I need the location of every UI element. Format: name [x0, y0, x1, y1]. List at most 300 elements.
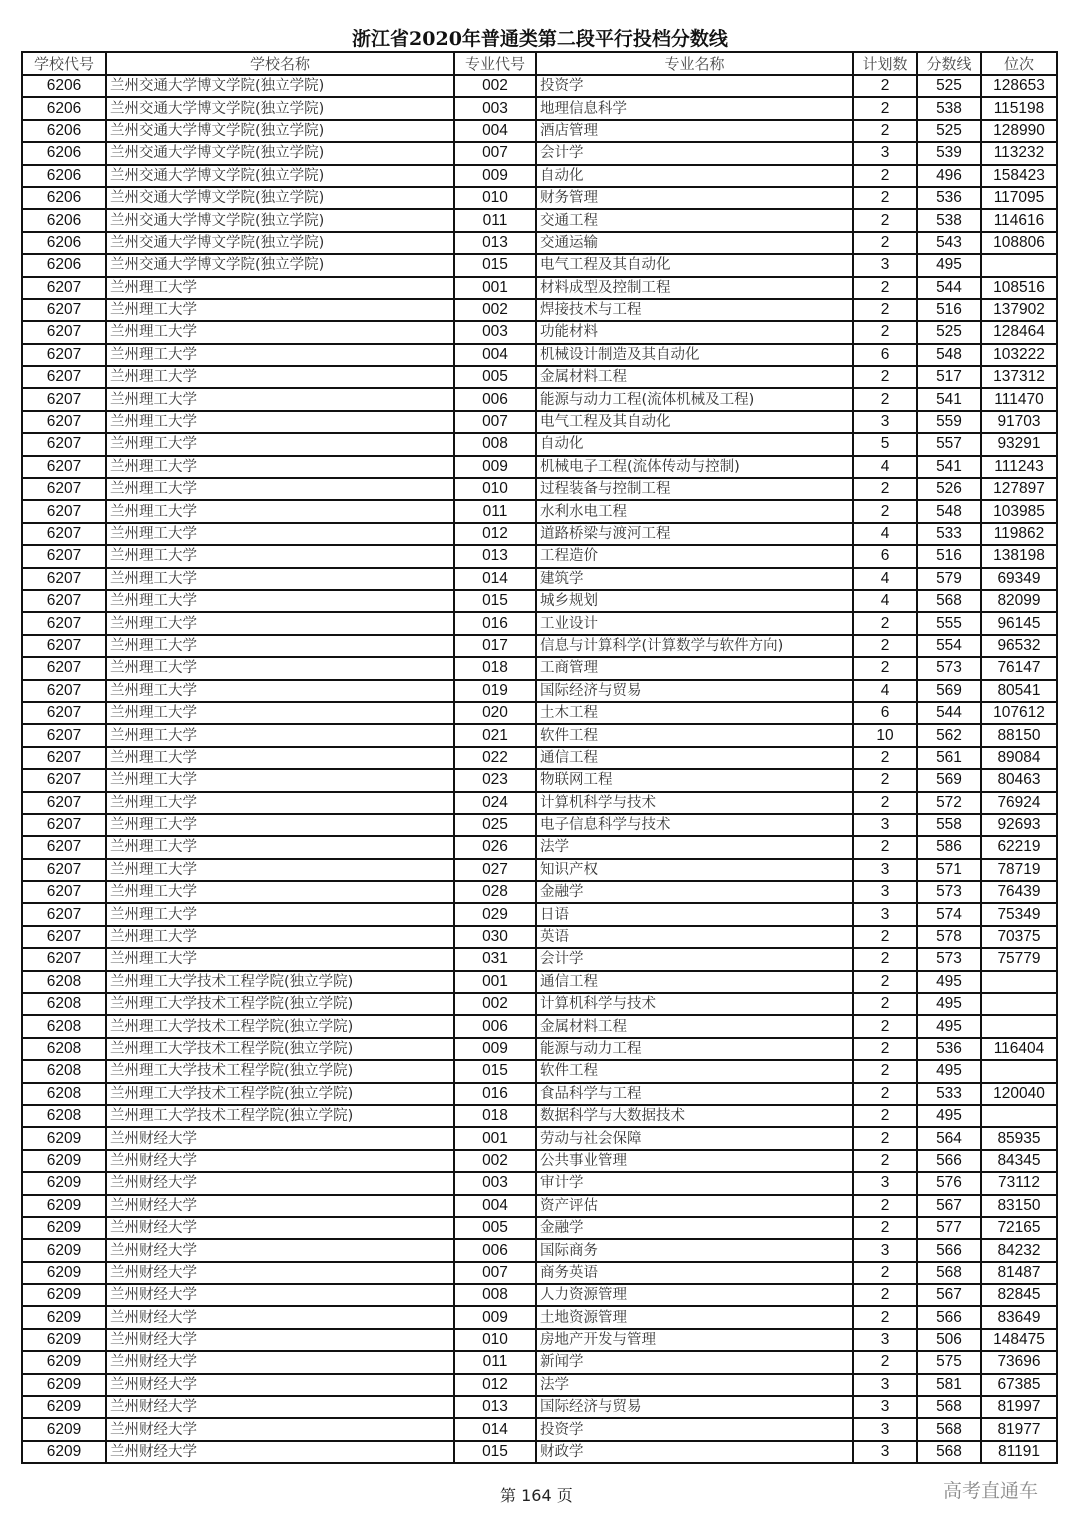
- table-row: [22, 299, 1057, 321]
- cell-rank: 107612: [981, 702, 1057, 724]
- table-row: [22, 1441, 1057, 1463]
- cell-major-code: 003: [454, 321, 536, 343]
- table-row: [22, 545, 1057, 567]
- cell-school-code: 6208: [22, 1083, 106, 1105]
- cell-score-line: 533: [917, 1083, 981, 1105]
- cell-school-name: 兰州交通大学博文学院(独立学院): [106, 75, 454, 97]
- cell-school-code: 6206: [22, 75, 106, 97]
- cell-score-line: 533: [917, 523, 981, 545]
- cell-rank: 81977: [981, 1418, 1057, 1440]
- cell-score-line: 544: [917, 277, 981, 299]
- cell-major-name: 信息与计算科学(计算数学与软件方向): [536, 635, 853, 657]
- cell-school-name: 兰州财经大学: [106, 1217, 454, 1239]
- cell-major-name: 自动化: [536, 433, 853, 455]
- cell-school-code: 6207: [22, 545, 106, 567]
- cell-major-code: 020: [454, 702, 536, 724]
- watermark-brand: 高考直通车: [943, 1480, 1039, 1502]
- cell-school-name: 兰州财经大学: [106, 1172, 454, 1194]
- cell-plan-count: 2: [853, 836, 917, 858]
- cell-major-name: 机械设计制造及其自动化: [536, 344, 853, 366]
- cell-school-name: 兰州理工大学: [106, 903, 454, 925]
- cell-school-code: 6207: [22, 657, 106, 679]
- cell-major-name: 金属材料工程: [536, 366, 853, 388]
- cell-major-name: 能源与动力工程(流体机械及工程): [536, 388, 853, 410]
- cell-score-line: 495: [917, 993, 981, 1015]
- cell-rank: 113232: [981, 142, 1057, 164]
- cell-school-name: 兰州理工大学: [106, 344, 454, 366]
- cell-major-name: 金融学: [536, 881, 853, 903]
- cell-major-code: 007: [454, 411, 536, 433]
- cell-rank: 62219: [981, 836, 1057, 858]
- cell-major-code: 007: [454, 1262, 536, 1284]
- cell-major-code: 021: [454, 724, 536, 746]
- cell-school-name: 兰州财经大学: [106, 1441, 454, 1463]
- cell-major-name: 土地资源管理: [536, 1306, 853, 1328]
- cell-rank: 103222: [981, 344, 1057, 366]
- cell-plan-count: 2: [853, 1038, 917, 1060]
- cell-major-code: 028: [454, 881, 536, 903]
- table-row: [22, 433, 1057, 455]
- col-header-major-code: 专业代号: [454, 52, 536, 75]
- cell-school-code: 6206: [22, 165, 106, 187]
- cell-plan-count: 6: [853, 344, 917, 366]
- cell-score-line: 568: [917, 1396, 981, 1418]
- cell-major-name: 房地产开发与管理: [536, 1329, 853, 1351]
- cell-score-line: 554: [917, 635, 981, 657]
- cell-school-code: 6206: [22, 232, 106, 254]
- cell-score-line: 567: [917, 1284, 981, 1306]
- cell-major-name: 交通运输: [536, 232, 853, 254]
- cell-school-code: 6209: [22, 1329, 106, 1351]
- cell-plan-count: 2: [853, 299, 917, 321]
- cell-plan-count: 2: [853, 187, 917, 209]
- cell-major-name: 计算机科学与技术: [536, 792, 853, 814]
- cell-school-code: 6207: [22, 702, 106, 724]
- cell-school-code: 6207: [22, 680, 106, 702]
- cell-major-code: 018: [454, 1105, 536, 1127]
- cell-major-code: 005: [454, 1217, 536, 1239]
- cell-major-name: 交通工程: [536, 209, 853, 231]
- cell-score-line: 536: [917, 187, 981, 209]
- cell-major-code: 018: [454, 657, 536, 679]
- cell-rank: 128990: [981, 120, 1057, 142]
- cell-rank: 82845: [981, 1284, 1057, 1306]
- col-header-major-name: 专业名称: [536, 52, 853, 75]
- table-row: [22, 366, 1057, 388]
- cell-plan-count: 3: [853, 1172, 917, 1194]
- table-row: [22, 120, 1057, 142]
- cell-plan-count: 2: [853, 120, 917, 142]
- cell-plan-count: 3: [853, 1374, 917, 1396]
- cell-school-code: 6209: [22, 1374, 106, 1396]
- table-row: [22, 388, 1057, 410]
- cell-school-name: 兰州理工大学: [106, 680, 454, 702]
- cell-rank: 83649: [981, 1306, 1057, 1328]
- cell-major-name: 过程装备与控制工程: [536, 478, 853, 500]
- cell-school-code: 6206: [22, 209, 106, 231]
- table-row: [22, 903, 1057, 925]
- table-row: [22, 1396, 1057, 1418]
- cell-school-name: 兰州财经大学: [106, 1374, 454, 1396]
- cell-major-code: 002: [454, 1150, 536, 1172]
- table-row: [22, 254, 1057, 276]
- cell-school-name: 兰州理工大学: [106, 277, 454, 299]
- cell-major-code: 007: [454, 142, 536, 164]
- cell-school-code: 6207: [22, 590, 106, 612]
- cell-major-code: 009: [454, 165, 536, 187]
- cell-school-name: 兰州理工大学技术工程学院(独立学院): [106, 1015, 454, 1037]
- cell-school-code: 6208: [22, 993, 106, 1015]
- cell-plan-count: 2: [853, 948, 917, 970]
- cell-rank: 88150: [981, 724, 1057, 746]
- cell-school-code: 6207: [22, 724, 106, 746]
- col-header-rank: 位次: [981, 52, 1057, 75]
- cell-major-name: 地理信息科学: [536, 97, 853, 119]
- cell-school-name: 兰州交通大学博文学院(独立学院): [106, 97, 454, 119]
- cell-school-name: 兰州理工大学: [106, 388, 454, 410]
- cell-major-name: 金融学: [536, 1217, 853, 1239]
- cell-major-code: 006: [454, 1239, 536, 1261]
- cell-school-code: 6207: [22, 635, 106, 657]
- cell-major-name: 焊接技术与工程: [536, 299, 853, 321]
- cell-rank: 73112: [981, 1172, 1057, 1194]
- cell-school-name: 兰州理工大学: [106, 321, 454, 343]
- cell-major-code: 008: [454, 433, 536, 455]
- cell-score-line: 495: [917, 1060, 981, 1082]
- cell-school-name: 兰州理工大学: [106, 366, 454, 388]
- cell-rank: 128653: [981, 75, 1057, 97]
- cell-school-name: 兰州理工大学: [106, 926, 454, 948]
- cell-school-code: 6208: [22, 971, 106, 993]
- cell-plan-count: 3: [853, 881, 917, 903]
- cell-school-name: 兰州交通大学博文学院(独立学院): [106, 232, 454, 254]
- cell-school-name: 兰州理工大学: [106, 792, 454, 814]
- cell-major-name: 自动化: [536, 165, 853, 187]
- cell-major-name: 软件工程: [536, 1060, 853, 1082]
- cell-plan-count: 2: [853, 1060, 917, 1082]
- cell-rank: 69349: [981, 568, 1057, 590]
- table-row: [22, 277, 1057, 299]
- cell-plan-count: 3: [853, 254, 917, 276]
- table-row: [22, 411, 1057, 433]
- table-row: [22, 232, 1057, 254]
- cell-rank: 103985: [981, 500, 1057, 522]
- cell-school-name: 兰州财经大学: [106, 1396, 454, 1418]
- table-row: [22, 1262, 1057, 1284]
- cell-school-name: 兰州理工大学: [106, 769, 454, 791]
- table-row: [22, 1418, 1057, 1440]
- cell-rank: [981, 1060, 1057, 1082]
- cell-rank: 128464: [981, 321, 1057, 343]
- cell-plan-count: 3: [853, 1329, 917, 1351]
- table-row: [22, 1172, 1057, 1194]
- cell-school-name: 兰州理工大学: [106, 299, 454, 321]
- cell-major-code: 001: [454, 971, 536, 993]
- cell-score-line: 568: [917, 590, 981, 612]
- cell-rank: 83150: [981, 1195, 1057, 1217]
- cell-school-name: 兰州财经大学: [106, 1127, 454, 1149]
- cell-plan-count: 10: [853, 724, 917, 746]
- table-row: [22, 724, 1057, 746]
- cell-rank: 114616: [981, 209, 1057, 231]
- table-row: [22, 1195, 1057, 1217]
- cell-school-name: 兰州理工大学: [106, 456, 454, 478]
- table-row: [22, 1015, 1057, 1037]
- cell-major-name: 城乡规划: [536, 590, 853, 612]
- table-row: [22, 1374, 1057, 1396]
- cell-major-code: 027: [454, 859, 536, 881]
- cell-major-name: 软件工程: [536, 724, 853, 746]
- table-row: [22, 165, 1057, 187]
- cell-school-code: 6207: [22, 612, 106, 634]
- cell-rank: 76147: [981, 657, 1057, 679]
- cell-major-code: 015: [454, 254, 536, 276]
- cell-school-name: 兰州交通大学博文学院(独立学院): [106, 254, 454, 276]
- cell-plan-count: 2: [853, 635, 917, 657]
- cell-school-name: 兰州财经大学: [106, 1239, 454, 1261]
- cell-plan-count: 2: [853, 1195, 917, 1217]
- cell-major-code: 011: [454, 500, 536, 522]
- col-header-school-code: 学校代号: [22, 52, 106, 75]
- cell-rank: 91703: [981, 411, 1057, 433]
- table-row: [22, 881, 1057, 903]
- cell-major-name: 工程造价: [536, 545, 853, 567]
- cell-plan-count: 3: [853, 814, 917, 836]
- cell-plan-count: 2: [853, 1105, 917, 1127]
- cell-school-name: 兰州财经大学: [106, 1262, 454, 1284]
- cell-major-code: 029: [454, 903, 536, 925]
- table-row: [22, 523, 1057, 545]
- cell-score-line: 577: [917, 1217, 981, 1239]
- cell-major-code: 014: [454, 568, 536, 590]
- cell-rank: 137902: [981, 299, 1057, 321]
- cell-rank: 127897: [981, 478, 1057, 500]
- cell-school-name: 兰州理工大学: [106, 635, 454, 657]
- cell-plan-count: 2: [853, 1150, 917, 1172]
- cell-rank: 108516: [981, 277, 1057, 299]
- table-row: [22, 769, 1057, 791]
- cell-rank: [981, 254, 1057, 276]
- table-header-row: [22, 52, 1057, 75]
- cell-major-code: 001: [454, 277, 536, 299]
- cell-school-code: 6208: [22, 1038, 106, 1060]
- cell-school-code: 6207: [22, 881, 106, 903]
- cell-school-code: 6207: [22, 388, 106, 410]
- cell-score-line: 526: [917, 478, 981, 500]
- cell-score-line: 548: [917, 500, 981, 522]
- cell-plan-count: 2: [853, 1284, 917, 1306]
- cell-plan-count: 2: [853, 1127, 917, 1149]
- cell-school-name: 兰州财经大学: [106, 1306, 454, 1328]
- cell-school-code: 6207: [22, 456, 106, 478]
- cell-rank: 84232: [981, 1239, 1057, 1261]
- col-header-school-name: 学校名称: [106, 52, 454, 75]
- cell-plan-count: 2: [853, 388, 917, 410]
- cell-score-line: 541: [917, 456, 981, 478]
- cell-major-code: 005: [454, 366, 536, 388]
- cell-major-code: 013: [454, 1396, 536, 1418]
- cell-major-name: 投资学: [536, 75, 853, 97]
- cell-score-line: 567: [917, 1195, 981, 1217]
- cell-rank: 108806: [981, 232, 1057, 254]
- table-row: [22, 1083, 1057, 1105]
- cell-plan-count: 4: [853, 680, 917, 702]
- cell-major-code: 013: [454, 232, 536, 254]
- cell-rank: 111470: [981, 388, 1057, 410]
- cell-school-code: 6206: [22, 254, 106, 276]
- cell-school-code: 6208: [22, 1015, 106, 1037]
- cell-school-code: 6206: [22, 187, 106, 209]
- cell-score-line: 544: [917, 702, 981, 724]
- cell-school-name: 兰州理工大学: [106, 500, 454, 522]
- cell-score-line: 516: [917, 545, 981, 567]
- cell-school-name: 兰州理工大学: [106, 411, 454, 433]
- cell-rank: [981, 971, 1057, 993]
- table-row: [22, 971, 1057, 993]
- cell-major-code: 026: [454, 836, 536, 858]
- cell-major-code: 010: [454, 1329, 536, 1351]
- cell-score-line: 495: [917, 971, 981, 993]
- cell-school-name: 兰州交通大学博文学院(独立学院): [106, 165, 454, 187]
- cell-school-code: 6207: [22, 411, 106, 433]
- cell-plan-count: 2: [853, 209, 917, 231]
- cell-school-name: 兰州理工大学: [106, 590, 454, 612]
- cell-rank: 80541: [981, 680, 1057, 702]
- cell-school-code: 6209: [22, 1262, 106, 1284]
- cell-rank: 67385: [981, 1374, 1057, 1396]
- cell-major-name: 土木工程: [536, 702, 853, 724]
- cell-major-name: 能源与动力工程: [536, 1038, 853, 1060]
- cell-score-line: 576: [917, 1172, 981, 1194]
- cell-school-code: 6209: [22, 1172, 106, 1194]
- cell-score-line: 539: [917, 142, 981, 164]
- cell-rank: [981, 1105, 1057, 1127]
- table-row: [22, 680, 1057, 702]
- cell-major-code: 010: [454, 187, 536, 209]
- cell-plan-count: 3: [853, 1441, 917, 1463]
- table-row: [22, 478, 1057, 500]
- table-row: [22, 590, 1057, 612]
- cell-school-code: 6209: [22, 1217, 106, 1239]
- cell-school-name: 兰州理工大学: [106, 478, 454, 500]
- cell-score-line: 495: [917, 1015, 981, 1037]
- cell-major-name: 审计学: [536, 1172, 853, 1194]
- cell-rank: 78719: [981, 859, 1057, 881]
- cell-school-name: 兰州理工大学: [106, 612, 454, 634]
- cell-score-line: 573: [917, 881, 981, 903]
- cell-school-code: 6209: [22, 1441, 106, 1463]
- cell-school-code: 6207: [22, 478, 106, 500]
- cell-major-code: 022: [454, 747, 536, 769]
- cell-score-line: 571: [917, 859, 981, 881]
- cell-major-name: 国际经济与贸易: [536, 680, 853, 702]
- table-row: [22, 814, 1057, 836]
- cell-score-line: 559: [917, 411, 981, 433]
- cell-major-code: 009: [454, 456, 536, 478]
- cell-plan-count: 3: [853, 1396, 917, 1418]
- cell-school-code: 6207: [22, 836, 106, 858]
- table-row: [22, 1306, 1057, 1328]
- table-row: [22, 926, 1057, 948]
- table-row: [22, 702, 1057, 724]
- cell-score-line: 496: [917, 165, 981, 187]
- cell-school-name: 兰州理工大学: [106, 724, 454, 746]
- cell-rank: 76439: [981, 881, 1057, 903]
- cell-score-line: 495: [917, 1105, 981, 1127]
- table-row: [22, 948, 1057, 970]
- cell-school-code: 6209: [22, 1127, 106, 1149]
- cell-rank: [981, 1015, 1057, 1037]
- cell-school-name: 兰州财经大学: [106, 1284, 454, 1306]
- cell-major-name: 机械电子工程(流体传动与控制): [536, 456, 853, 478]
- cell-major-code: 006: [454, 1015, 536, 1037]
- cell-school-code: 6209: [22, 1239, 106, 1261]
- cell-score-line: 566: [917, 1239, 981, 1261]
- cell-plan-count: 4: [853, 456, 917, 478]
- table-row: [22, 1284, 1057, 1306]
- cell-major-name: 日语: [536, 903, 853, 925]
- cell-score-line: 538: [917, 97, 981, 119]
- cell-score-line: 568: [917, 1418, 981, 1440]
- cell-major-code: 015: [454, 1441, 536, 1463]
- cell-school-code: 6209: [22, 1306, 106, 1328]
- cell-plan-count: 2: [853, 1083, 917, 1105]
- table-row: [22, 657, 1057, 679]
- cell-plan-count: 2: [853, 1262, 917, 1284]
- cell-rank: 148475: [981, 1329, 1057, 1351]
- cell-score-line: 558: [917, 814, 981, 836]
- table-row: [22, 321, 1057, 343]
- cell-major-name: 酒店管理: [536, 120, 853, 142]
- cell-rank: 85935: [981, 1127, 1057, 1149]
- cell-school-code: 6207: [22, 321, 106, 343]
- cell-score-line: 586: [917, 836, 981, 858]
- cell-school-name: 兰州理工大学: [106, 859, 454, 881]
- score-table: [21, 51, 1058, 1464]
- cell-school-name: 兰州交通大学博文学院(独立学院): [106, 187, 454, 209]
- cell-score-line: 525: [917, 120, 981, 142]
- cell-major-name: 工业设计: [536, 612, 853, 634]
- cell-rank: 96532: [981, 635, 1057, 657]
- table-row: [22, 142, 1057, 164]
- cell-score-line: 574: [917, 903, 981, 925]
- cell-school-name: 兰州理工大学: [106, 433, 454, 455]
- cell-plan-count: 2: [853, 993, 917, 1015]
- cell-plan-count: 2: [853, 1306, 917, 1328]
- table-row: [22, 187, 1057, 209]
- table-row: [22, 209, 1057, 231]
- cell-major-name: 国际经济与贸易: [536, 1396, 853, 1418]
- cell-major-name: 财务管理: [536, 187, 853, 209]
- cell-major-code: 009: [454, 1306, 536, 1328]
- cell-score-line: 568: [917, 1441, 981, 1463]
- cell-major-name: 建筑学: [536, 568, 853, 590]
- table-row: [22, 1217, 1057, 1239]
- cell-plan-count: 2: [853, 321, 917, 343]
- cell-school-name: 兰州理工大学技术工程学院(独立学院): [106, 993, 454, 1015]
- table-row: [22, 1105, 1057, 1127]
- cell-score-line: 573: [917, 657, 981, 679]
- cell-school-name: 兰州交通大学博文学院(独立学院): [106, 120, 454, 142]
- cell-major-name: 通信工程: [536, 747, 853, 769]
- cell-school-name: 兰州理工大学: [106, 657, 454, 679]
- cell-rank: 73696: [981, 1351, 1057, 1373]
- table-row: [22, 97, 1057, 119]
- cell-school-code: 6209: [22, 1195, 106, 1217]
- cell-school-name: 兰州财经大学: [106, 1351, 454, 1373]
- cell-rank: 89084: [981, 747, 1057, 769]
- cell-score-line: 581: [917, 1374, 981, 1396]
